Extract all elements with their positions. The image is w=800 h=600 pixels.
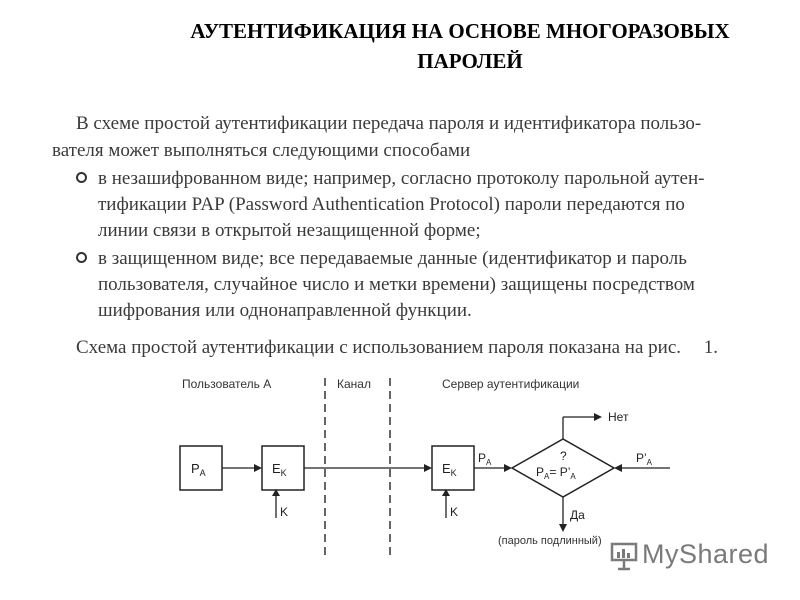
bullet-2-line-1: в защищенном виде; все передаваемые данные (идентификатор и пароль <box>98 248 687 269</box>
list-item <box>76 246 792 324</box>
watermark <box>604 537 784 577</box>
bullet-1-line-3: линии связи в открытой незащищенной форме; <box>98 220 481 241</box>
key-label-client: K <box>280 505 289 519</box>
yes-label: Да <box>570 508 585 522</box>
bullet-circle-icon <box>76 172 87 183</box>
intro-paragraph <box>52 110 792 164</box>
intro-line-1: В схеме простой аутентификации передача пароля и идентификатора пользо- <box>76 113 702 134</box>
bullet-2-line-3: шифрования или однонаправленной функции. <box>98 300 472 321</box>
authentication-diagram <box>170 372 770 562</box>
header-channel: Канал <box>337 377 371 391</box>
result-label: (пароль подлинный) <box>498 535 602 547</box>
page-title <box>0 16 800 76</box>
arrowhead-icon <box>424 464 432 472</box>
bullet-1-line-2: тификации PAP (Password Authentication Protocol) пароли передаются по <box>98 194 685 215</box>
box-encrypt-client-label: $E_K$ <box>272 461 287 478</box>
arrowhead-icon <box>254 464 262 472</box>
stored-password-label: $P’_A$ <box>636 451 653 467</box>
arrowhead-icon <box>559 524 567 532</box>
list-item <box>76 166 792 244</box>
bullet-circle-icon <box>76 252 87 263</box>
presentation-logo-icon <box>610 541 638 571</box>
box-password-label: $P_A$ <box>191 461 206 478</box>
intro-line-2: вателя может выполняться следующими способами <box>52 140 471 161</box>
header-server: Сервер аутентификации <box>442 377 580 391</box>
bullet-2-line-2: пользователя, случайное число и метки времени) защищены посредством <box>98 274 695 295</box>
arrowhead-icon <box>594 413 602 421</box>
watermark-brand: MyShared <box>642 539 770 569</box>
figure-reference-text: Схема простой аутентификации с использованием пароля показана на рис. <box>76 337 682 358</box>
key-label-server: K <box>450 505 459 519</box>
bullet-1-line-1: в незашифрованном виде; например, согласно протоколу парольной аутен- <box>98 168 705 189</box>
arrowhead-icon <box>614 464 622 472</box>
arrow-pa-label: $P_A$ <box>478 451 492 467</box>
figure-number: 1. <box>703 337 719 358</box>
figure-reference <box>76 334 792 361</box>
header-user: Пользователь А <box>182 377 272 391</box>
comparison-formula: $P_A=$ $P’_A$ <box>536 465 576 481</box>
box-encrypt-server-label: $E_K$ <box>442 461 457 478</box>
title-line-2: ПАРОЛЕЙ <box>417 49 523 73</box>
no-label: Нет <box>608 410 629 424</box>
document-body <box>52 110 792 361</box>
comparison-question: ? <box>560 449 567 463</box>
title-line-1: АУТЕНТИФИКАЦИЯ НА ОСНОВЕ МНОГОРАЗОВЫХ <box>190 19 730 43</box>
